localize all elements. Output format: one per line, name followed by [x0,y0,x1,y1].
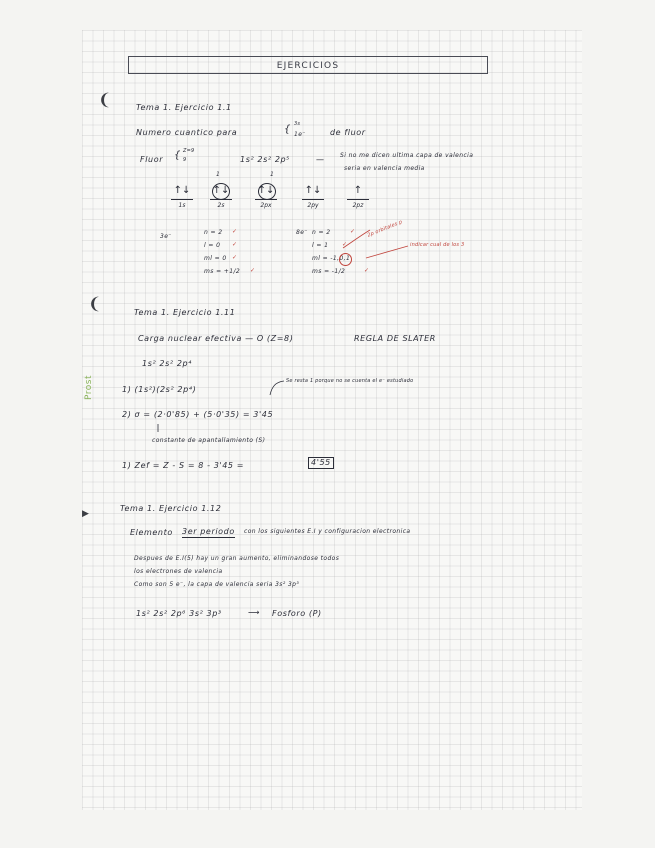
brace-top: 3s [294,121,301,127]
s2-heading: Tema 1. Ejercicio 1.11 [134,308,236,317]
qn-right: ml = -1,0,1 [312,255,351,262]
section-bullet-icon: ▶ [82,509,89,519]
s2-slater: REGLA DE SLATER [354,334,436,343]
fluor-label: Fluor [140,155,164,164]
s3-line-1c: con los siguientes E.I y configuracion electronica [244,528,411,535]
s3-heading: Tema 1. Ejercicio 1.12 [120,504,222,513]
s2-line-1: Carga nuclear efectiva — O (Z=8) [138,334,294,343]
orbital-arrows: ↑↓ [257,185,275,196]
check-icon: ✓ [250,267,256,274]
right-electron-label: 8e⁻ [296,229,308,236]
section-bullet-icon: ❨ [98,90,112,109]
orbital-label: 2pz [352,202,364,209]
s2-step-2: 2) σ = (2·0'85) + (5·0'35) = 3'45 [122,410,274,419]
check-icon: ✓ [232,241,238,248]
brace-bottom: 1e⁻ [294,131,306,138]
qn-left: l = 0 [204,242,221,249]
orbital-label: 2py [307,202,319,209]
fluor-z-bottom: 9 [183,157,187,163]
check-icon: ✓ [342,241,348,248]
orbital-arrows: ↑↓ [304,185,322,196]
note-line-2: seria en valencia media [344,165,425,172]
fluor-z: Z=9 [183,148,195,154]
check-icon: ✓ [350,228,356,235]
s3-arrow-icon: ⟶ [248,608,261,617]
s2-step-3: 1) Zef = Z - S = 8 - 3'45 = [122,461,245,470]
s3-line-5a: 1s² 2s² 2p⁶ 3s² 3p³ [136,609,222,618]
s2-note: Se resta 1 porque no se cuenta el e⁻ estudiado [286,378,414,384]
s2-result: 4'55 [308,457,334,469]
s3-line-1a: Elemento [130,528,173,537]
s2-config: 1s² 2s² 2p⁴ [142,359,192,368]
orbital-label: 1s [178,202,186,209]
check-icon: ✓ [232,228,238,235]
red-arrow-icon [343,230,370,248]
brand-watermark: Prost [84,375,94,400]
qn-right: l = 1 [312,242,329,249]
check-icon: ✓ [364,267,370,274]
page-title: EJERCICIOS [276,61,340,71]
red-note-1: 2p orbitales p [366,219,404,239]
qn-right: n = 2 [312,229,331,236]
fluor-config: 1s² 2s² 2p⁵ [240,155,290,164]
orbital-arrows: ↑↓ [212,185,230,196]
s3-line-1b: 3er periodo [182,527,235,536]
pointer-arrow-icon [270,381,284,395]
s2-step-2-sub: constante de apantallamiento (S) [152,437,266,444]
orbital-arrows: ↑ [353,185,363,196]
s3-line-3: los electrones de valencia [134,568,223,575]
red-note-2: indicar cual de los 3 [410,242,465,248]
s3-line-5b: Fosforo (P) [272,609,322,618]
arrow-dash: — [316,155,325,164]
marker-1: 1 [216,171,221,178]
orbital-label: 2px [260,202,272,209]
s3-line-4: Como son 5 e⁻, la capa de valencia seria 3s² 3p³ [134,581,300,588]
orbital-arrows: ↑↓ [173,185,191,196]
qn-left: ms = +1/2 [204,268,241,275]
note-line-1: Si no me dicen ultima capa de valencia [340,152,474,159]
red-arrow-icon [366,246,408,258]
section-bullet-icon: ❨ [88,294,102,313]
s1-question-end: de fluor [330,128,366,137]
s1-question: Numero cuantico para [136,128,238,137]
orbital-label: 2s [217,202,225,209]
left-electron-label: 3e⁻ [160,233,172,240]
qn-left: ml = 0 [204,255,227,262]
qn-right: ms = -1/2 [312,268,346,275]
s1-heading: Tema 1. Ejercicio 1.1 [136,103,232,112]
brace-icon: { [284,124,291,135]
s2-step-1: 1) (1s²)(2s² 2p⁴) [122,385,197,394]
brace-icon: { [174,150,181,161]
check-icon: ✓ [232,254,238,261]
qn-left: n = 2 [204,229,223,236]
marker-2: 1 [270,171,275,178]
s3-line-2: Despues de E.I(5) hay un gran aumento, eliminandose todos [134,555,340,562]
